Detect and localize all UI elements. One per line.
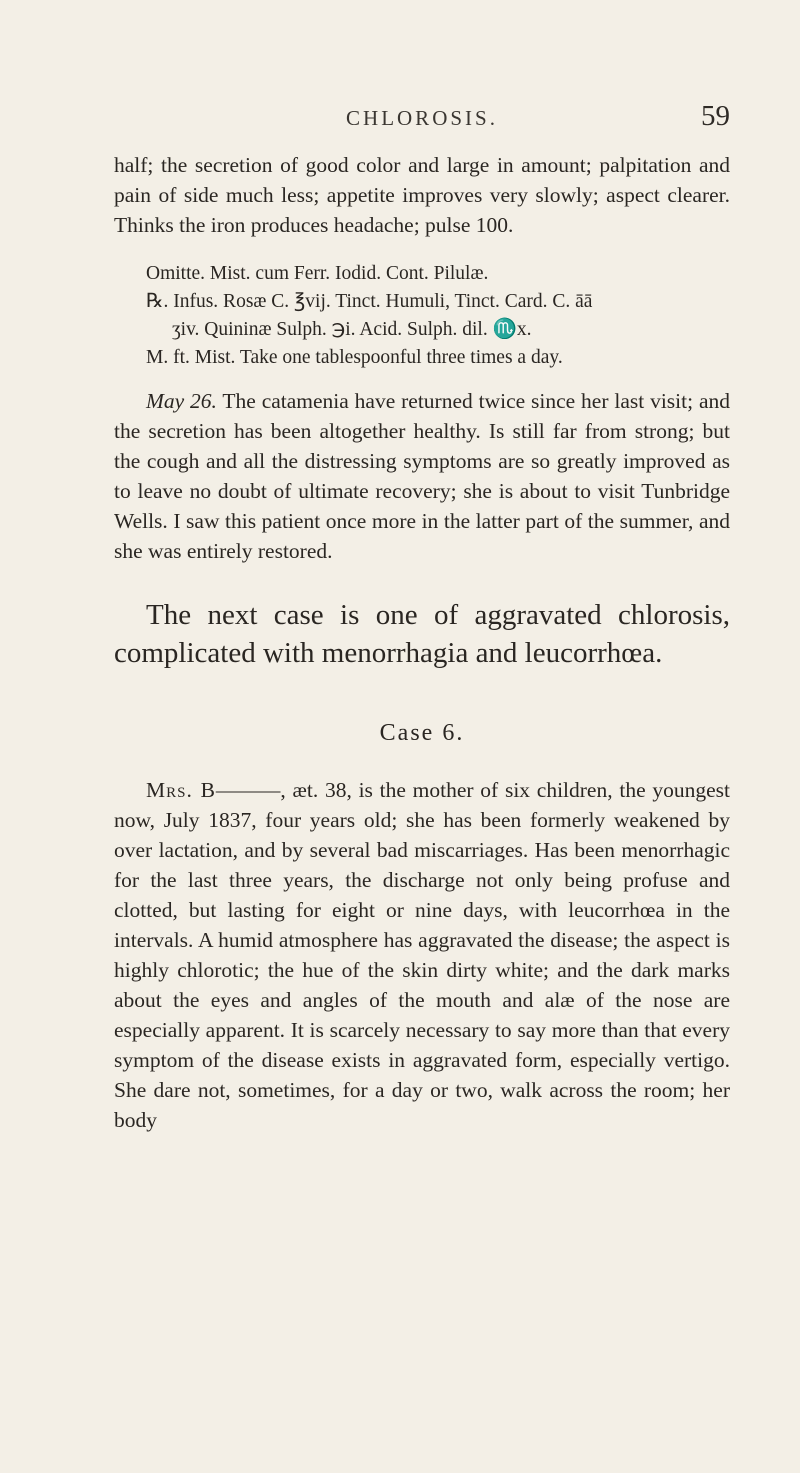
running-title: CHLOROSIS. <box>346 106 498 130</box>
case-body-paragraph <box>114 775 730 1135</box>
entry-date: May 26. <box>146 389 217 413</box>
entry-text: The catamenia have returned twice since her last visit; and the secretion has been altogether healthy. Is still far from strong; but the cough and all the distressing symptoms are so greatly improved as to leave no doubt of ultimate recovery; she is about to visit Tunbridge Wells. I saw this patient once more in the latter part of the summer, and she was entirely restored. <box>114 389 730 563</box>
book-page <box>0 100 800 1473</box>
prescription-line-1: Omitte. Mist. cum Ferr. Iodid. Cont. Pilulæ. <box>146 263 489 284</box>
continued-paragraph: half; the secretion of good color and large in amount; palpitation and pain of side much less; appetite improves very slowly; aspect clearer. Thinks the iron produces headache; pulse 100. <box>114 153 730 237</box>
case-title: Case 6. <box>379 720 465 746</box>
may-entry-paragraph <box>114 386 730 566</box>
prescription-line-3: ʒiv. Quininæ Sulph. ℈i. Acid. Sulph. dil. ♏x. <box>172 319 532 340</box>
patient-name: Mrs. B <box>146 778 216 802</box>
prescription-line-4: M. ft. Mist. Take one tablespoonful three times a day. <box>146 347 563 368</box>
running-head <box>114 100 730 136</box>
case-intro-heading: The next case is one of aggravated chlorosis, complicated with menorrhagia and leucorrhœa. <box>114 599 730 669</box>
prescription-line-2: ℞. Infus. Rosæ C. ℥vij. Tinct. Humuli, Tinct. Card. C. āā <box>146 291 593 312</box>
page-number: 59 <box>701 100 730 132</box>
case-body-text: ———, æt. 38, is the mother of six children, the youngest now, July 1837, four years old; she has been formerly weakened by over lactation, and by several bad miscarriages. Has been menorrhagic for the last three years, the discharge not only being profuse and clotted, but lasting for eight or nine days, with leucorrhœa in the intervals. A humid atmosphere has aggravated the disease; the aspect is highly chlorotic; the hue of the skin dirty white; and the dark marks about the eyes and angles of the mouth and alæ of the nose are especially apparent. It is scarcely necessary to say more than that every symptom of the disease exists in aggravated form, especially vertigo. She dare not, sometimes, for a day or two, walk across the room; her body <box>114 778 730 1132</box>
prescription-block <box>114 260 730 372</box>
